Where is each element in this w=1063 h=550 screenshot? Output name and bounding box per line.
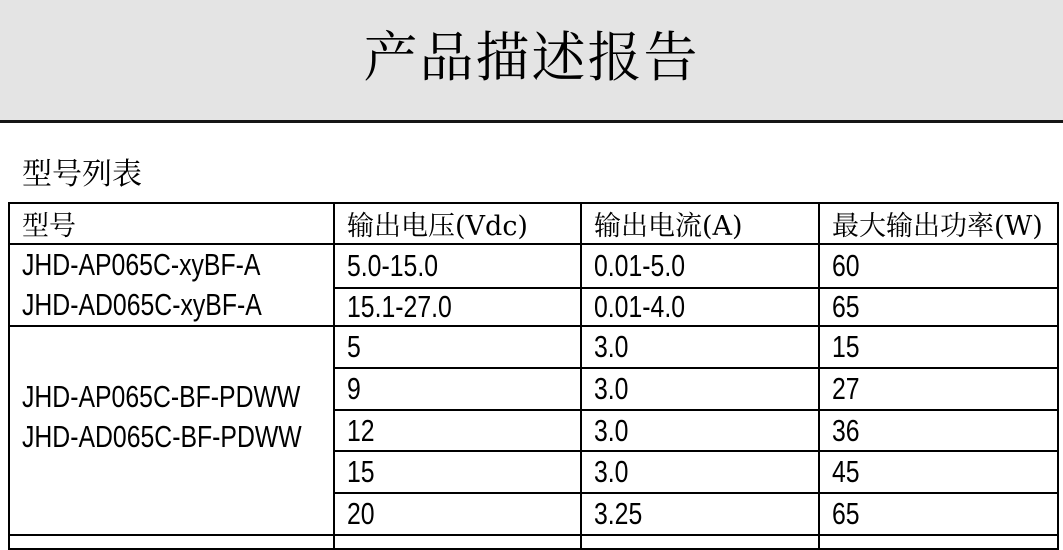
table-row <box>9 326 1058 368</box>
voltage-cell <box>334 410 581 451</box>
voltage-cell <box>334 493 581 535</box>
current-cell <box>581 244 819 288</box>
model-name: JHD-AP065C-BF-PDWW <box>22 378 301 414</box>
table-row-cutoff <box>9 535 1058 549</box>
current-cell <box>581 535 819 549</box>
voltage-cell <box>334 368 581 410</box>
voltage-cell <box>334 326 581 368</box>
model-list-table <box>8 202 1059 550</box>
column-header-output-current: 输出电流(A) <box>581 203 819 244</box>
model-names <box>22 245 329 325</box>
power-value: 45 <box>832 454 860 489</box>
current-cell <box>581 368 819 410</box>
section-heading: 型号列表 <box>22 157 142 192</box>
current-cell <box>581 493 819 535</box>
current-cell <box>581 288 819 326</box>
power-value: 27 <box>832 371 860 406</box>
model-cell-group1 <box>9 244 334 326</box>
current-value: 3.25 <box>594 496 643 531</box>
power-cell <box>819 451 1058 493</box>
model-name: JHD-AD065C-BF-PDWW <box>22 418 302 454</box>
power-value: 65 <box>832 496 860 531</box>
power-cell <box>819 288 1058 326</box>
table-row <box>9 244 1058 288</box>
current-cell <box>581 451 819 493</box>
power-cell <box>819 493 1058 535</box>
current-value: 3.0 <box>594 371 629 406</box>
power-cell <box>819 368 1058 410</box>
model-name: JHD-AD065C-xyBF-A <box>22 287 262 322</box>
table-header-row <box>9 203 1058 244</box>
model-name: JHD-AP065C-xyBF-A <box>22 247 261 282</box>
power-value: 36 <box>832 412 860 448</box>
power-cell <box>819 535 1058 549</box>
voltage-value: 15.1-27.0 <box>347 288 452 324</box>
current-cell <box>581 410 819 451</box>
power-value: 65 <box>832 288 860 324</box>
current-value: 3.0 <box>594 412 629 448</box>
power-cell <box>819 326 1058 368</box>
current-value: 0.01-4.0 <box>594 288 686 324</box>
voltage-value: 12 <box>347 412 375 448</box>
model-names <box>22 377 329 457</box>
current-value: 3.0 <box>594 329 629 364</box>
voltage-value: 5 <box>347 329 361 364</box>
voltage-value: 9 <box>347 371 361 406</box>
current-value: 3.0 <box>594 454 629 489</box>
voltage-value: 5.0-15.0 <box>347 247 439 283</box>
voltage-value: 20 <box>347 496 375 531</box>
power-value: 15 <box>832 329 860 364</box>
voltage-cell <box>334 244 581 288</box>
model-cell-group2 <box>9 326 334 535</box>
column-header-max-output-power: 最大输出功率(W) <box>819 203 1058 244</box>
document-title: 产品描述报告 <box>363 25 700 89</box>
current-cell <box>581 326 819 368</box>
power-value: 60 <box>832 247 860 283</box>
voltage-cell <box>334 288 581 326</box>
voltage-cell <box>334 535 581 549</box>
column-header-model: 型号 <box>9 203 334 244</box>
power-cell <box>819 244 1058 288</box>
voltage-value: 15 <box>347 454 375 489</box>
model-cell <box>9 535 334 549</box>
column-header-output-voltage: 输出电压(Vdc) <box>334 203 581 244</box>
voltage-cell <box>334 451 581 493</box>
power-cell <box>819 410 1058 451</box>
current-value: 0.01-5.0 <box>594 247 686 283</box>
title-banner <box>0 0 1063 123</box>
